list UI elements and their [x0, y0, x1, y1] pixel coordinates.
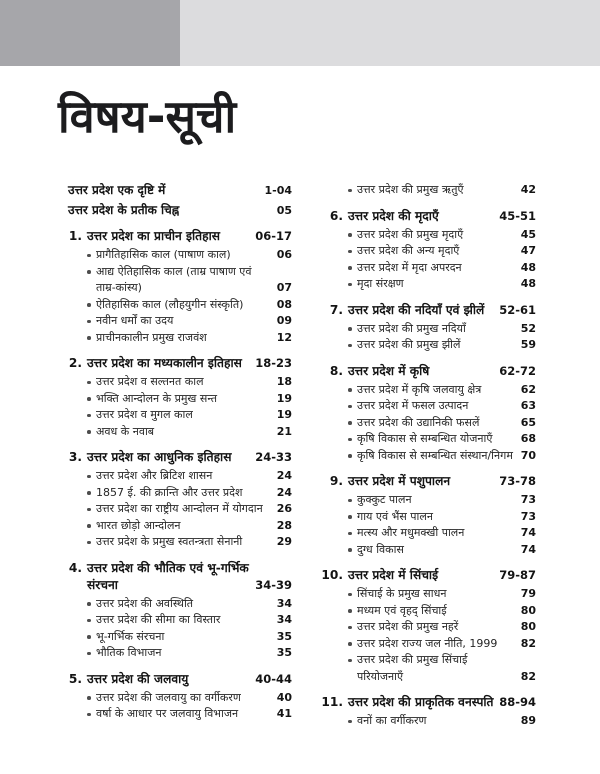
- toc-item-page: 18: [276, 375, 292, 388]
- bullet-icon: [348, 189, 352, 193]
- toc-section-row: [316, 567, 536, 584]
- toc-item-row: [316, 603, 536, 620]
- toc-section-number: 6.: [329, 208, 343, 223]
- toc-section-pages: 73-78: [499, 474, 536, 488]
- toc-item-title: आद्य ऐतिहासिक काल (ताम्र पाषाण एवं ताम्र-कांस्य): [96, 264, 252, 294]
- toc-item-page: 35: [276, 646, 292, 659]
- toc-item-row: [316, 542, 536, 559]
- header-dark-block: [0, 0, 180, 66]
- toc-item-title: भौतिक विभाजन: [96, 646, 162, 659]
- bullet-icon: [87, 475, 91, 479]
- toc-item-page: 45: [520, 227, 536, 241]
- toc-item-row: [316, 509, 536, 526]
- toc-item-row-continued: [316, 182, 536, 199]
- bullet-icon: [87, 541, 91, 545]
- toc-item-title: भक्ति आन्दोलन के प्रमुख सन्त: [96, 391, 218, 405]
- toc-section-row: [55, 355, 292, 372]
- bullet-icon: [348, 454, 352, 458]
- toc-item-page: 80: [520, 620, 536, 633]
- toc-section-pages: 24-33: [255, 450, 292, 464]
- bullet-icon: [87, 254, 91, 258]
- toc-section-title: उत्तर प्रदेश का मध्यकालीन इतिहास: [87, 356, 242, 370]
- toc-item-title: उत्तर प्रदेश की प्रमुख सिंचाई परियोजनाएँ: [357, 653, 468, 683]
- toc-item-page: 34: [276, 596, 292, 610]
- toc-item-row: [316, 636, 536, 653]
- toc-intro-page: 1-04: [264, 184, 292, 197]
- toc-item-page: 74: [520, 542, 536, 556]
- toc-item-row: [316, 260, 536, 277]
- toc-item-row: [316, 448, 536, 465]
- toc-section-title: उत्तर प्रदेश की प्राकृतिक वनस्पति: [348, 695, 494, 709]
- toc-item-title: कुक्कुट पालन: [357, 493, 412, 506]
- toc-item-title: उत्तर प्रदेश की अवस्थिति: [96, 596, 194, 610]
- toc-item-title: अवध के नवाब: [96, 424, 155, 438]
- toc-item-row: [55, 391, 292, 408]
- toc-item-page: 79: [520, 587, 536, 600]
- bullet-icon: [348, 283, 352, 287]
- toc-item-title: उत्तर प्रदेश में कृषि जलवायु क्षेत्र: [357, 382, 482, 396]
- bullet-icon: [348, 266, 352, 270]
- header-band: [0, 0, 600, 66]
- toc-section-number: 1.: [68, 229, 82, 243]
- toc-item-title: उत्तर प्रदेश का राष्ट्रीय आन्दोलन में योगदान: [96, 502, 263, 515]
- bullet-icon: [87, 320, 91, 324]
- toc-item-title: दुग्ध विकास: [357, 542, 404, 556]
- bullet-icon: [348, 548, 352, 552]
- toc-item-page: 62: [520, 382, 536, 396]
- toc-section-pages: 88-94: [499, 695, 536, 709]
- toc-item-row: [55, 424, 292, 441]
- toc-section-pages: 06-17: [255, 229, 292, 243]
- toc-section-pages: 79-87: [499, 568, 536, 582]
- toc-item-page: 34: [276, 613, 292, 626]
- toc-item-title: मध्यम एवं वृहद् सिंचाई: [357, 603, 447, 617]
- toc-item-title: वर्षा के आधार पर जलवायु विभाजन: [96, 707, 239, 720]
- toc-item-row: [55, 612, 292, 629]
- toc-item-title: मृदा संरक्षण: [357, 277, 404, 290]
- toc-item-page: 35: [276, 629, 292, 643]
- toc-section-row: [316, 208, 536, 225]
- toc-item-title: मत्स्य और मधुमक्खी पालन: [357, 526, 465, 539]
- toc-item-row: [55, 374, 292, 391]
- bullet-icon: [348, 720, 352, 724]
- toc-item-title: भू-गर्भिक संरचना: [96, 629, 165, 643]
- toc-item-title: उत्तर प्रदेश और ब्रिटिश शासन: [96, 469, 213, 482]
- bullet-icon: [348, 499, 352, 503]
- toc-section-pages: 18-23: [255, 356, 292, 370]
- toc-section-number: 10.: [321, 568, 343, 582]
- toc-item-page: 48: [520, 277, 536, 290]
- toc-item-row: [55, 247, 292, 264]
- bullet-icon: [348, 388, 352, 392]
- toc-item-title: उत्तर प्रदेश की अन्य मृदाएँ: [357, 244, 460, 257]
- toc-item-title: भारत छोड़ो आन्दोलन: [96, 518, 181, 532]
- toc-item-row: [316, 337, 536, 354]
- toc-section-pages: 34-39: [255, 577, 292, 592]
- toc-item-title: उत्तर प्रदेश की उद्यानिकी फसलें: [357, 415, 480, 429]
- toc-item-page: 06: [276, 248, 292, 261]
- toc-item-row: [316, 619, 536, 636]
- bullet-icon: [87, 602, 91, 606]
- toc-item-page: 28: [276, 518, 292, 532]
- toc-item-row: [316, 227, 536, 244]
- bullet-icon: [87, 491, 91, 495]
- toc-item-row: [55, 706, 292, 723]
- toc-item-page: 59: [520, 338, 536, 351]
- toc-item-title: उत्तर प्रदेश व सल्तनत काल: [96, 375, 204, 388]
- toc-item-title: नवीन धर्मों का उदय: [96, 314, 174, 327]
- toc-item-title: प्रागैतिहासिक काल (पाषाण काल): [96, 248, 231, 261]
- toc-item-title: सिंचाई के प्रमुख साधन: [357, 587, 447, 600]
- toc-item-title: गाय एवं भैंस पालन: [357, 509, 433, 523]
- toc-item-row: [55, 596, 292, 613]
- toc-item-row: [316, 276, 536, 293]
- toc-item-title: उत्तर प्रदेश व मुगल काल: [96, 408, 193, 421]
- bullet-icon: [87, 619, 91, 623]
- toc-section-pages: 45-51: [499, 208, 536, 223]
- toc-section-pages: 62-72: [499, 363, 536, 378]
- toc-section-title: उत्तर प्रदेश में पशुपालन: [348, 474, 451, 488]
- toc-section-title: उत्तर प्रदेश का प्राचीन इतिहास: [87, 229, 220, 243]
- toc-section-number: 7.: [329, 302, 343, 317]
- toc-section-row: [316, 363, 536, 380]
- toc-intro-title: उत्तर प्रदेश एक दृष्टि में: [68, 183, 166, 197]
- toc-section-title: उत्तर प्रदेश का आधुनिक इतिहास: [87, 450, 232, 464]
- toc-item-row: [316, 321, 536, 338]
- toc-intro-title: उत्तर प्रदेश के प्रतीक चिह्न: [68, 203, 180, 217]
- toc-section-title: उत्तर प्रदेश की मृदाएँ: [348, 208, 439, 223]
- bullet-icon: [87, 303, 91, 307]
- toc-item-page: 19: [276, 391, 292, 405]
- toc-item-title: उत्तर प्रदेश की प्रमुख नहरें: [357, 620, 459, 633]
- toc-item-page: 12: [276, 330, 292, 344]
- toc-item-row: [55, 501, 292, 518]
- toc-section-row: [55, 671, 292, 688]
- toc-item-page: 08: [276, 297, 292, 311]
- toc-item-title: वनों का वर्गीकरण: [357, 714, 427, 727]
- toc-item-title: उत्तर प्रदेश की सीमा का विस्तार: [96, 613, 221, 626]
- toc-item-page: 07: [276, 281, 292, 294]
- bullet-icon: [348, 593, 352, 597]
- toc-item-row: [316, 243, 536, 260]
- bullet-icon: [87, 652, 91, 656]
- toc-section-number: 9.: [329, 474, 343, 488]
- bullet-icon: [87, 430, 91, 434]
- toc-section-number: 8.: [329, 363, 343, 378]
- toc-item-row: [55, 485, 292, 502]
- toc-column-right: [316, 182, 536, 730]
- toc-item-title: उत्तर प्रदेश की प्रमुख नदियाँ: [357, 321, 466, 335]
- toc-intro-row: [55, 202, 292, 219]
- toc-section-row: [316, 694, 536, 711]
- toc-item-page: 21: [276, 424, 292, 438]
- toc-section-row: [55, 228, 292, 245]
- toc-item-page: 73: [520, 493, 536, 506]
- toc-section-number: 4.: [68, 560, 82, 575]
- bullet-icon: [348, 344, 352, 348]
- toc-item-title: कृषि विकास से सम्बन्धित संस्थान/निगम: [357, 448, 513, 462]
- bullet-icon: [348, 659, 352, 663]
- toc-section-row: [55, 560, 292, 594]
- toc-item-row: [316, 382, 536, 399]
- toc-item-page: 63: [520, 399, 536, 412]
- toc-item-title: उत्तर प्रदेश की प्रमुख मृदाएँ: [357, 227, 464, 241]
- toc-item-page: 89: [520, 714, 536, 727]
- toc-item-row: [316, 431, 536, 448]
- toc-item-title: 1857 ई. की क्रान्ति और उत्तर प्रदेश: [96, 485, 243, 499]
- toc-item-row: [316, 652, 536, 685]
- toc-item-row: [316, 398, 536, 415]
- toc-item-row: [316, 415, 536, 432]
- toc-columns: [55, 182, 536, 730]
- toc-item-page: 73: [520, 509, 536, 523]
- toc-section-title: उत्तर प्रदेश में सिंचाई: [348, 568, 439, 582]
- toc-section-title: उत्तर प्रदेश की नदियाँ एवं झीलें: [348, 302, 485, 317]
- toc-section-pages: 40-44: [255, 671, 292, 686]
- toc-item-page: 82: [520, 669, 536, 683]
- toc-item-page: 52: [520, 321, 536, 335]
- toc-item-row: [316, 525, 536, 542]
- bullet-icon: [348, 421, 352, 425]
- bullet-icon: [348, 642, 352, 646]
- toc-item-row: [55, 534, 292, 551]
- toc-intro-row: [55, 182, 292, 199]
- bullet-icon: [348, 515, 352, 519]
- toc-column-left: [55, 182, 292, 730]
- toc-item-title: उत्तर प्रदेश की प्रमुख झीलें: [357, 338, 461, 351]
- toc-item-page: 40: [276, 690, 292, 704]
- toc-item-page: 24: [276, 469, 292, 482]
- bullet-icon: [348, 405, 352, 409]
- bullet-icon: [348, 250, 352, 254]
- bullet-icon: [348, 438, 352, 442]
- toc-item-row: [55, 264, 292, 297]
- toc-item-row: [316, 713, 536, 730]
- toc-section-title: उत्तर प्रदेश की जलवायु: [87, 671, 189, 686]
- bullet-icon: [348, 626, 352, 630]
- toc-section-number: 11.: [321, 695, 343, 709]
- bullet-icon: [348, 609, 352, 613]
- toc-item-row: [316, 492, 536, 509]
- toc-item-page: 19: [276, 408, 292, 421]
- toc-section-number: 5.: [68, 671, 82, 686]
- toc-item-title: उत्तर प्रदेश की जलवायु का वर्गीकरण: [96, 690, 241, 704]
- toc-item-title: प्राचीनकालीन प्रमुख राजवंश: [96, 330, 207, 344]
- toc-item-title: उत्तर प्रदेश में मृदा अपरदन: [357, 260, 462, 274]
- toc-item-page: 42: [520, 183, 536, 196]
- toc-item-row: [55, 629, 292, 646]
- toc-section-row: [316, 473, 536, 490]
- toc-section-row: [316, 302, 536, 319]
- bullet-icon: [87, 270, 91, 274]
- toc-section-row: [55, 449, 292, 466]
- toc-section-pages: 52-61: [499, 302, 536, 317]
- toc-item-page: 65: [520, 415, 536, 429]
- toc-item-row: [55, 468, 292, 485]
- bullet-icon: [87, 336, 91, 340]
- toc-section-number: 2.: [68, 356, 82, 370]
- bullet-icon: [348, 532, 352, 536]
- toc-intro-page: 05: [276, 204, 292, 217]
- toc-section-title: उत्तर प्रदेश की भौतिक एवं भू-गर्भिक संरचना: [87, 560, 249, 592]
- toc-section-title: उत्तर प्रदेश में कृषि: [348, 363, 430, 378]
- bullet-icon: [87, 381, 91, 385]
- toc-item-page: 29: [276, 535, 292, 548]
- toc-item-title: कृषि विकास से सम्बन्धित योजनाएँ: [357, 432, 493, 445]
- toc-item-page: 80: [520, 603, 536, 617]
- toc-item-title: उत्तर प्रदेश राज्य जल नीति, 1999: [357, 636, 498, 650]
- toc-item-page: 82: [520, 636, 536, 650]
- toc-item-title: उत्तर प्रदेश की प्रमुख ऋतुएँ: [357, 183, 464, 196]
- toc-item-row: [316, 586, 536, 603]
- toc-item-page: 47: [520, 244, 536, 257]
- toc-item-row: [55, 645, 292, 662]
- toc-section-number: 3.: [68, 450, 82, 464]
- toc-item-title: ऐतिहासिक काल (लौहयुगीन संस्कृति): [96, 297, 244, 311]
- toc-item-row: [55, 690, 292, 707]
- toc-item-row: [55, 407, 292, 424]
- bullet-icon: [87, 696, 91, 700]
- toc-item-page: 09: [276, 314, 292, 327]
- toc-item-page: 70: [520, 448, 536, 462]
- toc-item-page: 68: [520, 432, 536, 445]
- bullet-icon: [87, 508, 91, 512]
- bullet-icon: [348, 327, 352, 331]
- bullet-icon: [87, 635, 91, 639]
- bullet-icon: [87, 524, 91, 528]
- bullet-icon: [87, 397, 91, 401]
- toc-item-page: 74: [520, 526, 536, 539]
- toc-item-row: [55, 330, 292, 347]
- bullet-icon: [87, 414, 91, 418]
- toc-item-row: [55, 313, 292, 330]
- bullet-icon: [348, 233, 352, 237]
- toc-item-page: 48: [520, 260, 536, 274]
- toc-item-row: [55, 518, 292, 535]
- toc-item-row: [55, 297, 292, 314]
- toc-item-page: 41: [276, 707, 292, 720]
- bullet-icon: [87, 713, 91, 717]
- toc-item-title: उत्तर प्रदेश के प्रमुख स्वतन्त्रता सेनानी: [96, 535, 243, 548]
- toc-item-page: 24: [276, 485, 292, 499]
- toc-item-title: उत्तर प्रदेश में फसल उत्पादन: [357, 399, 469, 412]
- page-title: विषय-सूची: [58, 90, 237, 143]
- toc-item-page: 26: [276, 502, 292, 515]
